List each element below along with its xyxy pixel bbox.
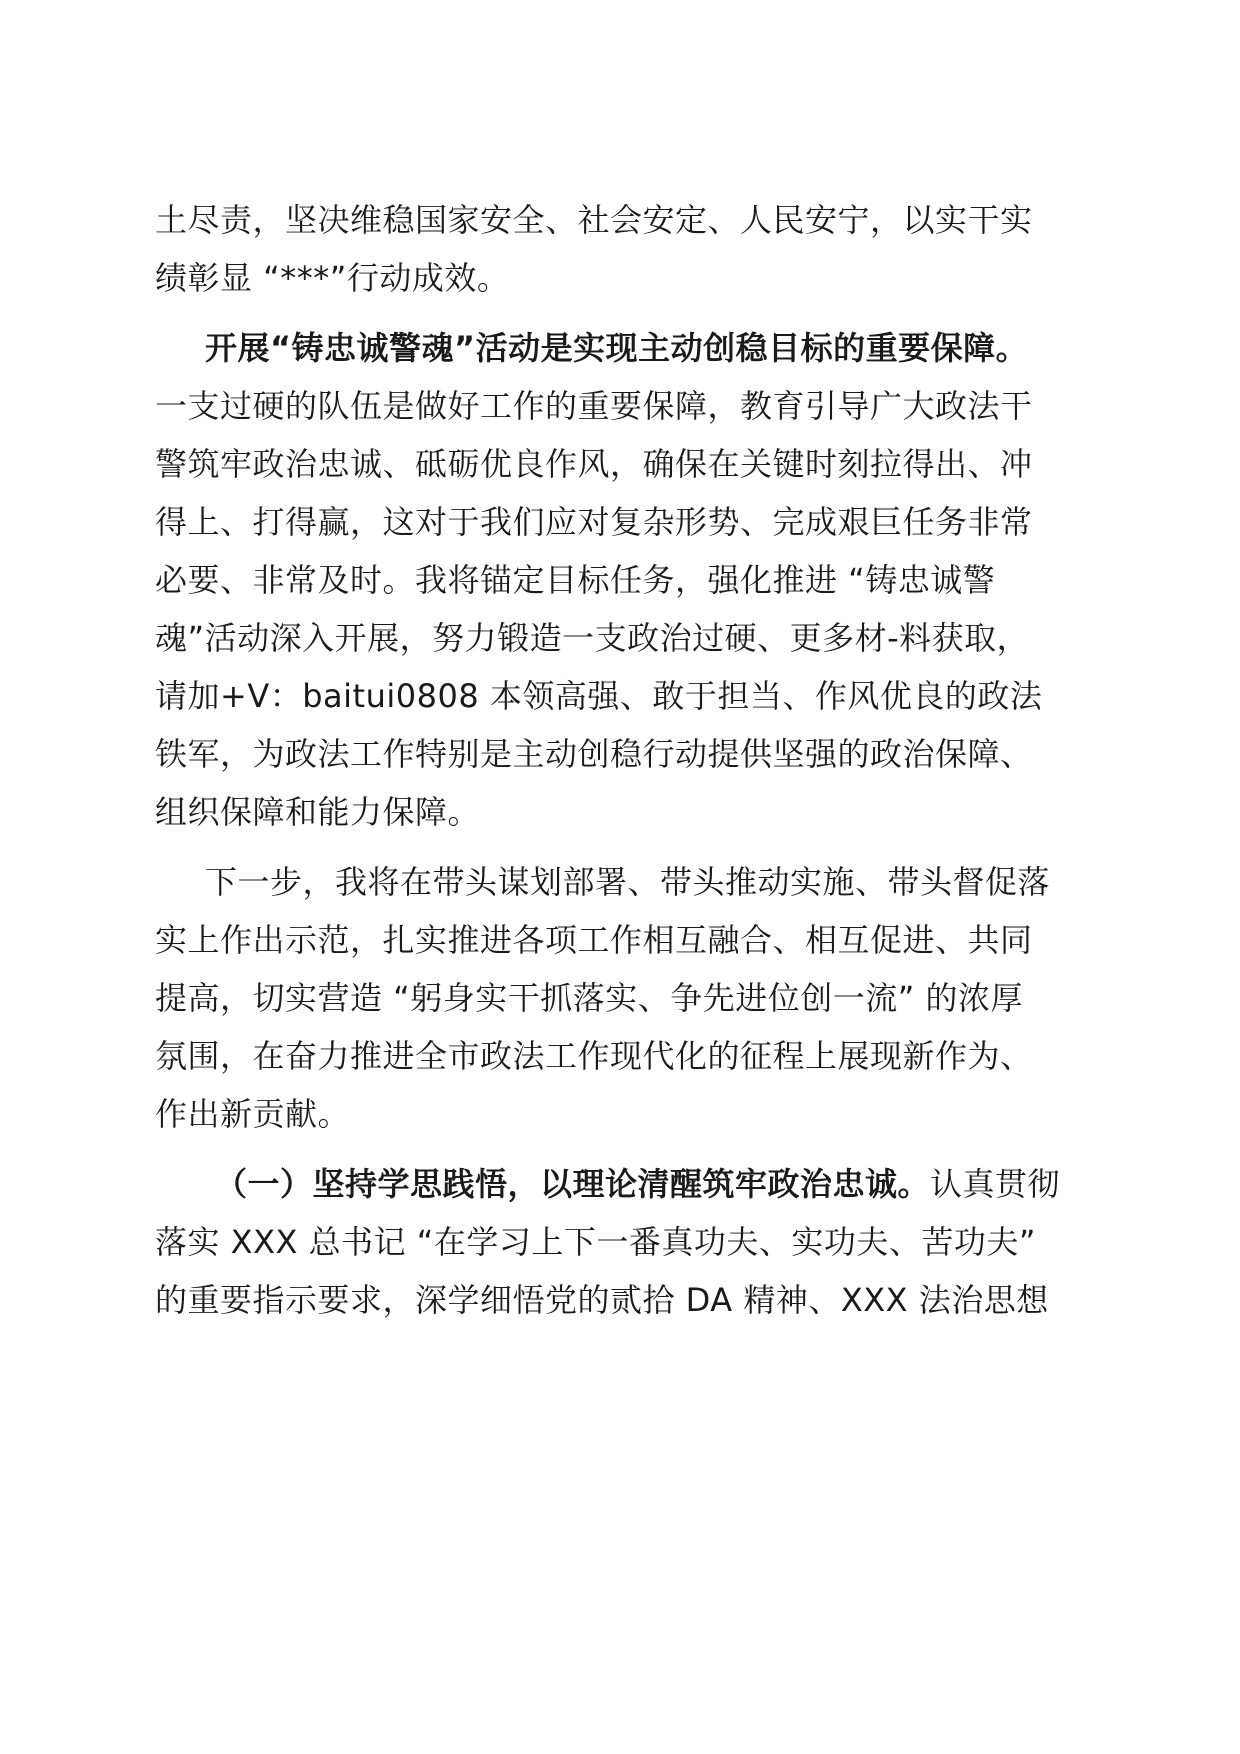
section-heading-line — [215, 1164, 1060, 1204]
text-line: 落实 XXX 总书记 “在学习上下一番真功夫、实功夫、苦功夫” — [155, 1223, 1036, 1261]
text-line: 氛围，在奋力推进全市政法工作现代化的征程上展现新作为、 — [155, 1037, 1033, 1075]
text-line: 一支过硬的队伍是做好工作的重要保障，教育引导广大政法干 — [155, 387, 1033, 425]
paragraph-heading: 开展“铸忠诚警魂”活动是实现主动创稳目标的重要保障。 — [205, 329, 1029, 367]
text-line: 魂”活动深入开展，努力锻造一支政治过硬、更多材-料获取， — [155, 619, 1030, 657]
text-line: 得上、打得赢，这对于我们应对复杂形势、完成艰巨任务非常 — [155, 503, 1033, 541]
text-line: 绩彰显 “***”行动成效。 — [155, 259, 510, 297]
text-line: 的重要指示要求，深学细悟党的贰拾 DA 精神、XXX 法治思想 — [155, 1281, 1049, 1319]
text-line: 下一步，我将在带头谋划部署、带头推动实施、带头督促落 — [205, 863, 1051, 901]
text-line: 提高，切实营造 “躬身实干抓落实、争先进位创一流” 的浓厚 — [155, 979, 1024, 1017]
text-line: 铁军，为政法工作特别是主动创稳行动提供坚强的政治保障、 — [155, 735, 1033, 773]
text-line: 实上作出示范，扎实推进各项工作相互融合、相互促进、共同 — [155, 921, 1033, 959]
text-line: 警筑牢政治忠诚、砥砺优良作风，确保在关键时刻拉得出、冲 — [155, 445, 1033, 483]
section-heading: （一）坚持学思践悟，以理论清醒筑牢政治忠诚。 — [215, 1165, 931, 1203]
text-line: 组织保障和能力保障。 — [155, 793, 481, 831]
text-line: 作出新贡献。 — [155, 1095, 351, 1133]
text-line: 土尽责，坚决维稳国家安全、社会安定、人民安宁，以实干实 — [155, 201, 1033, 239]
section-lead-text: 认真贯彻 — [930, 1165, 1061, 1203]
text-line: 请加+V：baitui0808 本领高强、敢于担当、作风优良的政法 — [155, 677, 1043, 715]
text-line: 必要、非常及时。我将锚定目标任务，强化推进 “铸忠诚警 — [155, 561, 996, 599]
